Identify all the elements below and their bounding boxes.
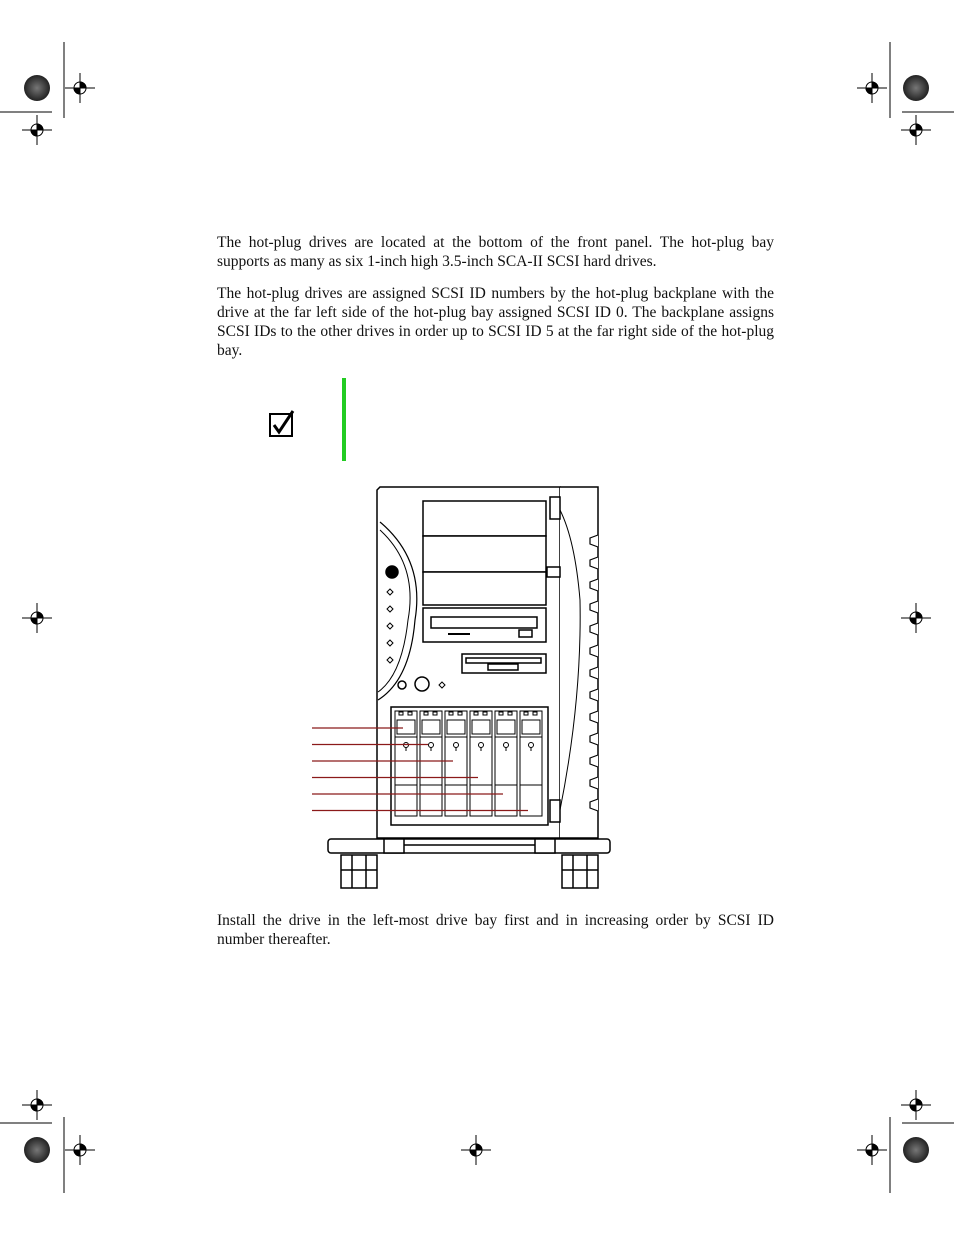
hot-plug-drive-carrier[interactable] bbox=[470, 711, 492, 816]
hot-plug-drive-carrier[interactable] bbox=[445, 711, 467, 816]
hot-plug-drive-carrier[interactable] bbox=[495, 711, 517, 816]
install-order-paragraph: Install the drive in the left-most drive bay first and in increasing order by SCSI ID number thereafter. bbox=[217, 912, 774, 948]
hot-plug-drive-carrier[interactable] bbox=[420, 711, 442, 816]
hot-plug-drive-carrier[interactable] bbox=[520, 711, 542, 816]
intro-paragraph: The hot-plug drives are located at the bottom of the front panel. The hot-plug bay supports as many as six 1-inch high 3.5-inch SCA-II SCSI hard drives. bbox=[217, 234, 774, 270]
scsi-id-paragraph: The hot-plug drives are assigned SCSI ID numbers by the hot-plug backplane with the drive at the far left side of the hot-plug bay assigned SCSI ID 0. The backplane assigns SCSI IDs to the other drives in order up to SCSI ID 5 at the far right side of the hot-plug bay. bbox=[217, 285, 774, 359]
hot-plug-drive-carrier[interactable] bbox=[395, 711, 417, 816]
